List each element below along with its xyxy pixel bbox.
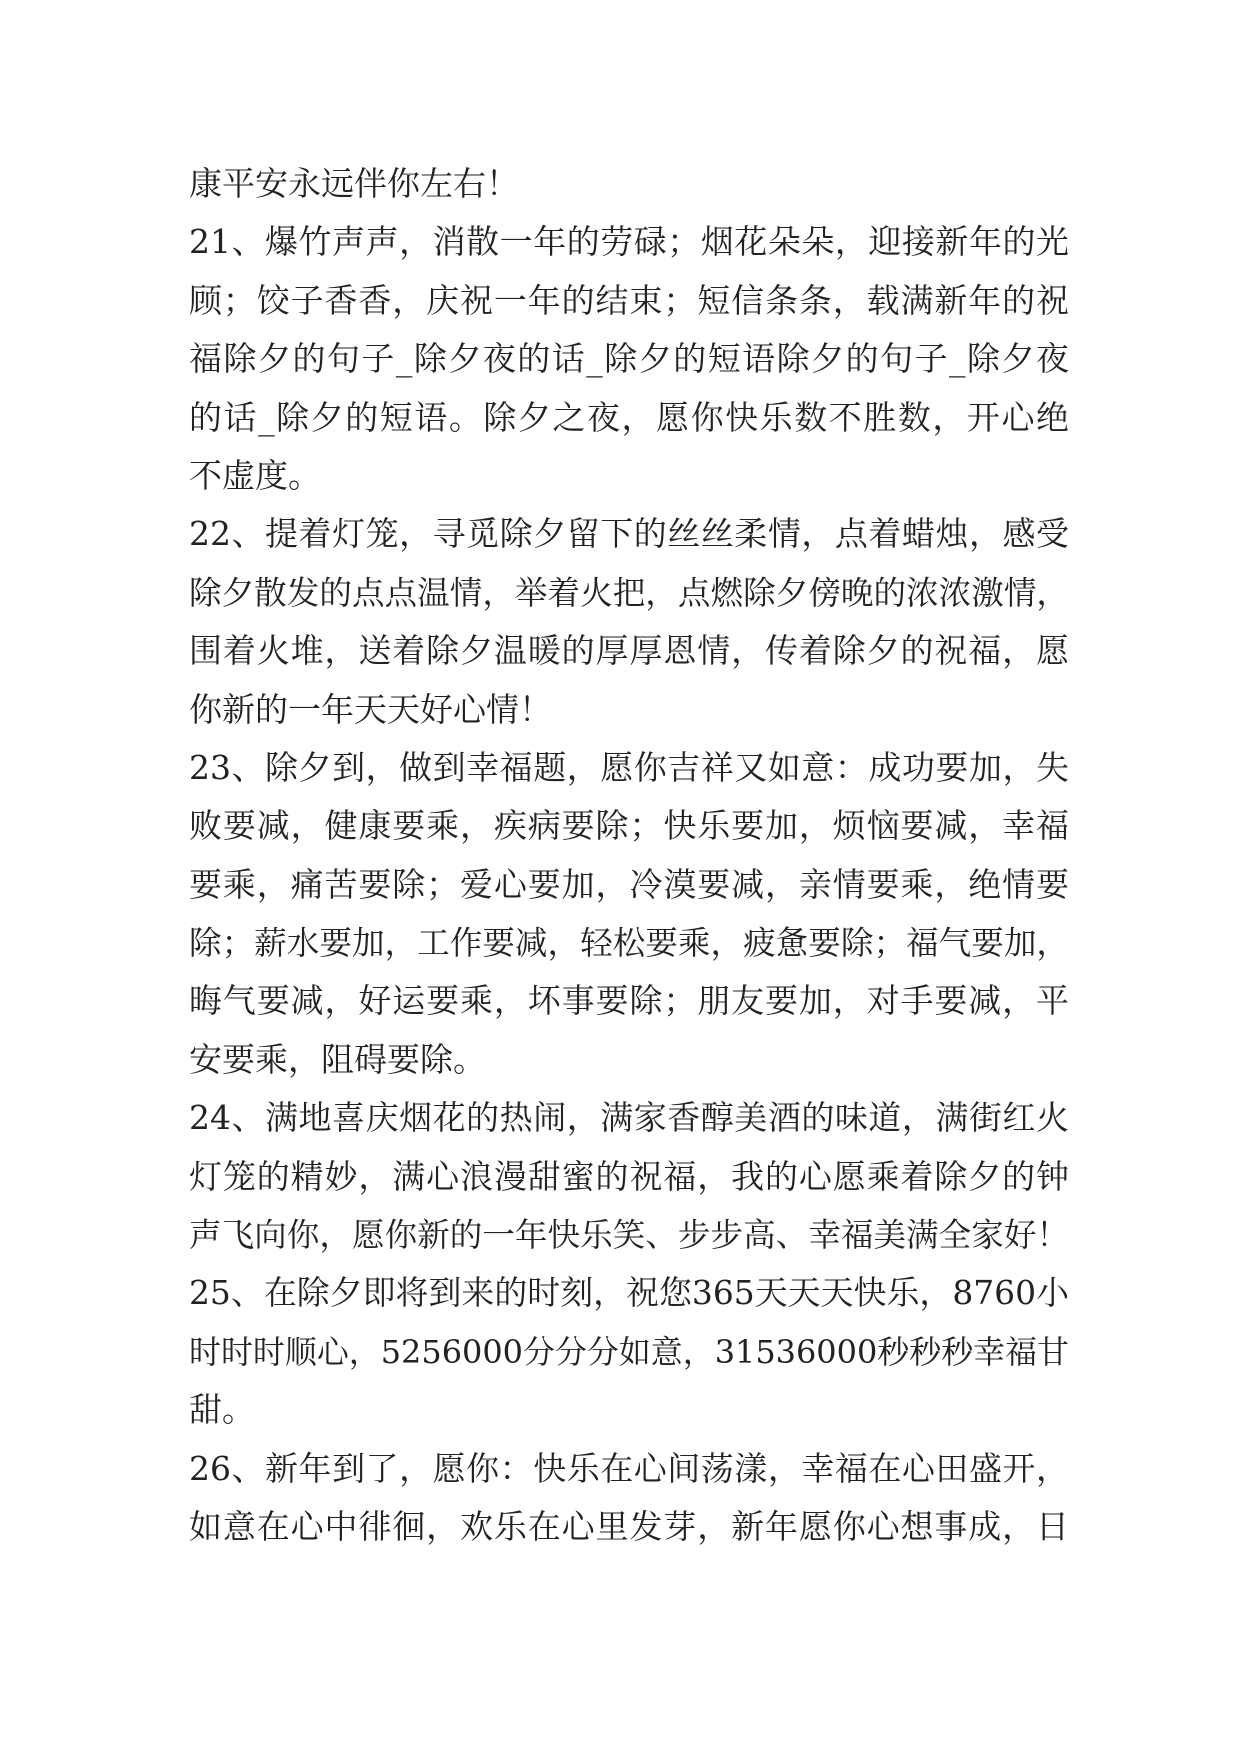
text-line: 甜。: [189, 1390, 255, 1430]
text-line: 败要减，健康要乘，疾病要除；快乐要加，烦恼要减，幸福: [189, 806, 1069, 846]
text-line: 24、满地喜庆烟花的热闹，满家香醇美酒的味道，满街红火: [189, 1098, 1069, 1138]
text-line: 福除夕的句子_除夕夜的话_除夕的短语除夕的句子_除夕夜: [189, 339, 1069, 379]
text-line: 除夕散发的点点温情，举着火把，点燃除夕傍晚的浓浓激情，: [189, 573, 1069, 612]
text-line: 康平安永远伴你左右！: [189, 164, 519, 203]
document-body: [189, 155, 1069, 1556]
text-line: 围着火堆，送着除夕温暖的厚厚恩情，传着除夕的祝福，愿: [189, 631, 1069, 671]
text-line: 22、提着灯笼，寻觅除夕留下的丝丝柔情，点着蜡烛，感受: [189, 514, 1069, 554]
text-line: 23、除夕到，做到幸福题，愿你吉祥又如意：成功要加，失: [189, 747, 1069, 787]
text-line: 21、爆竹声声，消散一年的劳碌；烟花朵朵，迎接新年的光: [189, 222, 1069, 262]
text-line: 声飞向你，愿你新的一年快乐笑、步步高、幸福美满全家好！: [189, 1216, 1069, 1255]
text-line: 时时时顺心，5256000分分分如意，31536000秒秒秒幸福甘: [189, 1332, 1069, 1371]
text-line: 除；薪水要加，工作要减，轻松要乘，疲惫要除；福气要加，: [189, 924, 1069, 963]
text-line: 25、在除夕即将到来的时刻，祝您365天天天快乐，8760小: [189, 1273, 1069, 1313]
text-line: 安要乘，阻碍要除。: [189, 1039, 486, 1079]
text-line: 要乘，痛苦要除；爱心要加，冷漠要减，亲情要乘，绝情要: [189, 864, 1069, 904]
text-line: 晦气要减，好运要乘，坏事要除；朋友要加，对手要减，平: [189, 981, 1069, 1021]
text-line: 灯笼的精妙，满心浪漫甜蜜的祝福，我的心愿乘着除夕的钟: [189, 1156, 1069, 1196]
text-line: 不虚度。: [189, 455, 321, 495]
text-line: 的话_除夕的短语。除夕之夜，愿你快乐数不胜数，开心绝: [189, 397, 1069, 437]
text-line: 你新的一年天天好心情！: [189, 689, 552, 729]
text-line: 顾；饺子香香，庆祝一年的结束；短信条条，载满新年的祝: [189, 280, 1069, 320]
text-line: 如意在心中徘徊，欢乐在心里发芽，新年愿你心想事成，日: [189, 1506, 1069, 1546]
text-line: 26、新年到了，愿你：快乐在心间荡漾，幸福在心田盛开，: [189, 1448, 1069, 1488]
